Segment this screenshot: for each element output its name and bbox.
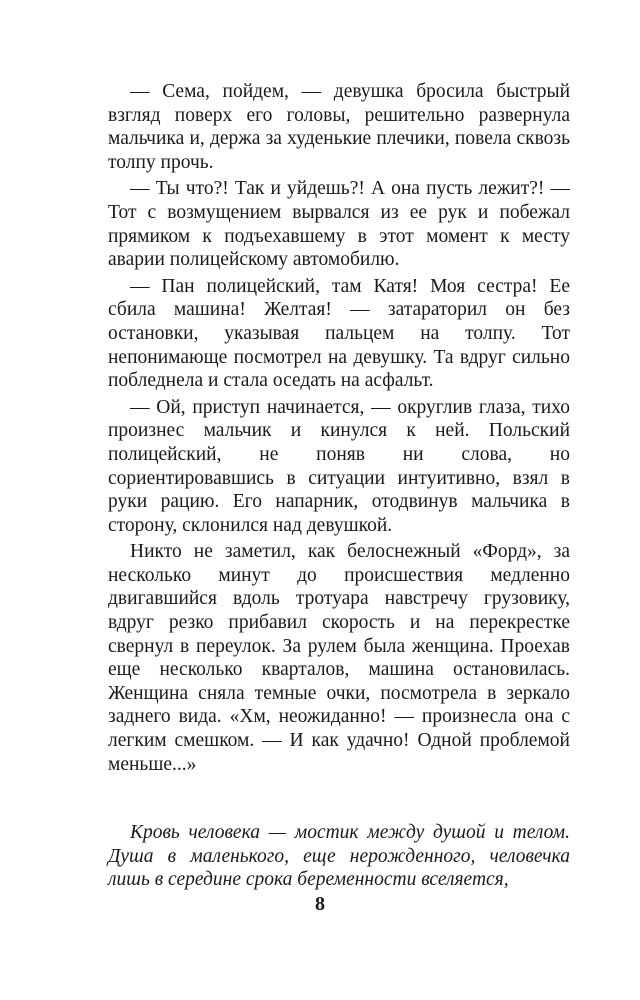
paragraph-5: Никто не заметил, как белоснежный «Форд», за несколько минут до происшествия медленно двигавшийся вдоль тротуара навстречу грузовику, вдруг резко прибавил скорость и на перекрестке свернул в переулок. За рулем была женщина. Проехав еще несколько кварталов, машина остановилась. Женщина сняла темные очки, посмотрела в зеркало заднего вида. «Хм, неожиданно! — произнесла она с легким смешком. — И как удачно! Одной проблемой меньше...» (108, 541, 570, 775)
paragraph-2: — Ты что?! Так и уйдешь?! А она пусть лежит?! — Тот с возмущением вырвался из ее рук и побежал прямиком к подъехавшему в этот момент к месту аварии полицейскому автомобилю. (108, 178, 570, 271)
paragraph-4: — Ой, приступ начинается, — округлив глаза, тихо произнес мальчик и кинулся к ней. Польский полицейский, не поняв ни слова, но сориентировавшись в ситуации интуитивно, взял в руки рацию. Его напарник, отодвинув мальчика в сторону, склонился над девушкой. (108, 396, 570, 536)
book-page (108, 80, 570, 892)
paragraph-1: — Сема, пойдем, — девушка бросила быстрый взгляд поверх его головы, решительно развернула мальчика и, держа за худенькие плечики, повела сквозь толпу прочь. (108, 81, 570, 173)
paragraph-3: — Пан полицейский, там Катя! Моя сестра! Ее сбила машина! Желтая! — затараторил он без остановки, указывая пальцем на толпу. Тот непонимающе посмотрел на девушку. Та вдруг сильно побледнела и стала оседать на асфальт. (108, 275, 570, 392)
page-number: 8 (315, 893, 325, 915)
italic-epigraph: Кровь человека — мостик между душой и телом. Душа в маленького, еще нерожденного, человечка лишь в середине срока беременности вселяется, (108, 822, 570, 891)
section-gap (108, 779, 570, 821)
